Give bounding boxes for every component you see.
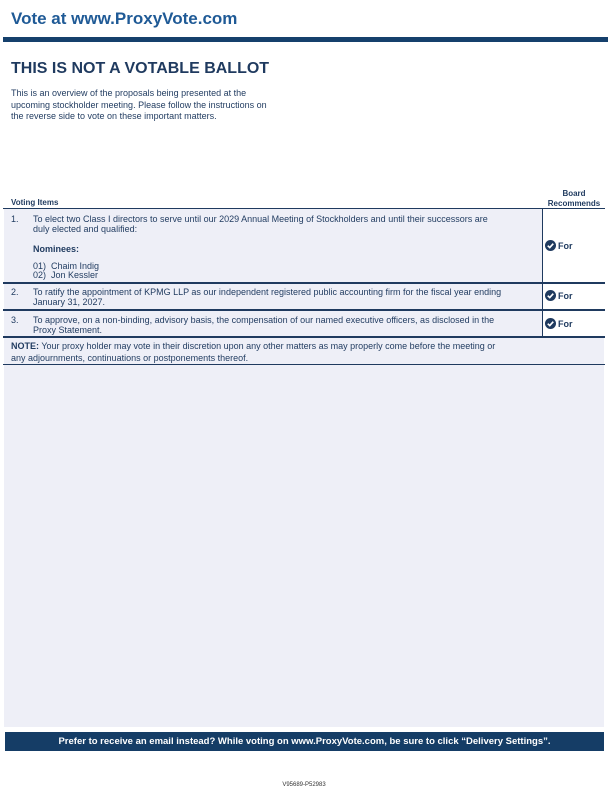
note-label: NOTE: [11, 341, 39, 351]
voting-item [11, 214, 539, 280]
header-rule [3, 37, 608, 42]
column-divider [542, 311, 543, 337]
item-text-line: To ratify the appointment of KPMG LLP as our independent registered public accounting firm for the fiscal year ending [33, 287, 502, 297]
item-text-line: To approve, on a non-binding, advisory basis, the compensation of our named executive officers, as disclosed in the [33, 315, 495, 325]
nominee-number: 02) [33, 270, 47, 280]
voting-item [11, 315, 539, 337]
item-text [33, 315, 541, 335]
item-text-line: duly elected and qualified: [33, 224, 138, 234]
note-line [11, 340, 546, 352]
nominee-name: Chaim Indig [51, 261, 100, 271]
delivery-settings-banner: Prefer to receive an email instead? While voting on www.ProxyVote.com, be sure to click “Delivery Settings”. [5, 732, 604, 751]
item-text-line: To elect two Class I directors to serve until our 2029 Annual Meeting of Stockholders and until their successors are [33, 214, 488, 224]
intro-line: This is an overview of the proposals being presented at the [11, 88, 247, 98]
item-text [33, 214, 541, 234]
recommendation-text: For [558, 291, 573, 301]
check-circle-icon [545, 318, 556, 329]
recommendation-text: For [558, 241, 573, 251]
note-text: Your proxy holder may vote in their discretion upon any other matters as may properly come before the meeting or [39, 341, 496, 351]
recommendation-text: For [558, 319, 573, 329]
item-text-line: January 31, 2027. [33, 297, 106, 307]
voting-item [11, 287, 539, 309]
board-header-line: Recommends [547, 198, 601, 208]
check-circle-icon [545, 240, 556, 251]
intro-text [11, 88, 311, 123]
nominee [33, 270, 98, 280]
recommendation [545, 318, 573, 329]
row-divider [3, 282, 605, 284]
column-divider [542, 209, 543, 282]
check-circle-icon [545, 290, 556, 301]
intro-line: upcoming stockholder meeting. Please follow the instructions on [11, 99, 267, 110]
nominee-number: 01) [33, 261, 47, 271]
note [11, 340, 546, 364]
voting-items-header: Voting Items [11, 198, 59, 207]
row-divider [3, 364, 605, 365]
item-number: 3. [11, 315, 19, 325]
document-code: V95689-P52983 [282, 782, 326, 788]
recommendation [545, 290, 573, 301]
row-divider [3, 309, 605, 311]
note-line: any adjournments, continuations or postponements thereof. [11, 353, 249, 363]
item-number: 1. [11, 214, 19, 224]
header-title[interactable]: Vote at www.ProxyVote.com [11, 9, 238, 28]
item-text [33, 287, 541, 307]
column-divider [542, 284, 543, 309]
intro-line: the reverse side to vote on these important matters. [11, 111, 217, 121]
board-header-line: Board [562, 189, 586, 198]
page-title: THIS IS NOT A VOTABLE BALLOT [11, 60, 270, 77]
item-number: 2. [11, 287, 19, 297]
nominee-name: Jon Kessler [51, 270, 99, 280]
recommendation [545, 240, 573, 251]
item-text-line: Proxy Statement. [33, 325, 103, 335]
board-recommends-header [540, 189, 608, 208]
nominees-label: Nominees: [33, 244, 80, 254]
